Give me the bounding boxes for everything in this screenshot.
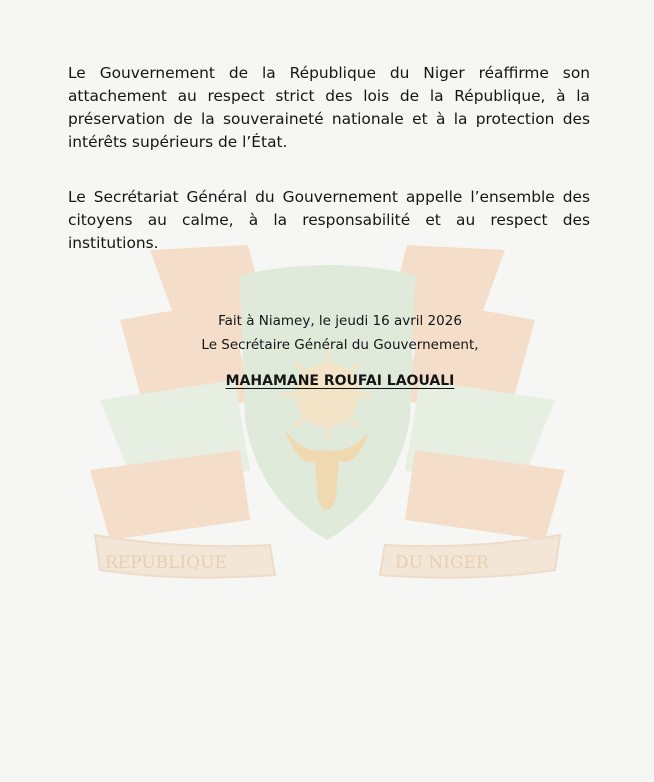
- signatory-name: MAHAMANE ROUFAI LAOUALI: [225, 373, 455, 389]
- signature-place-date: Fait à Niamey, le jeudi 16 avril 2026: [218, 313, 462, 329]
- signature-title: Le Secrétaire Général du Gouvernement,: [201, 337, 479, 353]
- banner-text-right: DU NIGER: [395, 553, 489, 573]
- paragraph-2: Le Secrétariat Général du Gouvernement appelle l’ensemble des citoyens au calme, à la responsabilité et au respect des institutions.: [68, 188, 590, 252]
- paragraph-1: Le Gouvernement de la République du Niger réaffirme son attachement au respect strict des lois de la République, à la préservation de la souveraineté nationale et à la protection des intérêts supérieurs de l’État.: [68, 64, 590, 151]
- banner-text-left: REPUBLIQUE: [105, 553, 227, 573]
